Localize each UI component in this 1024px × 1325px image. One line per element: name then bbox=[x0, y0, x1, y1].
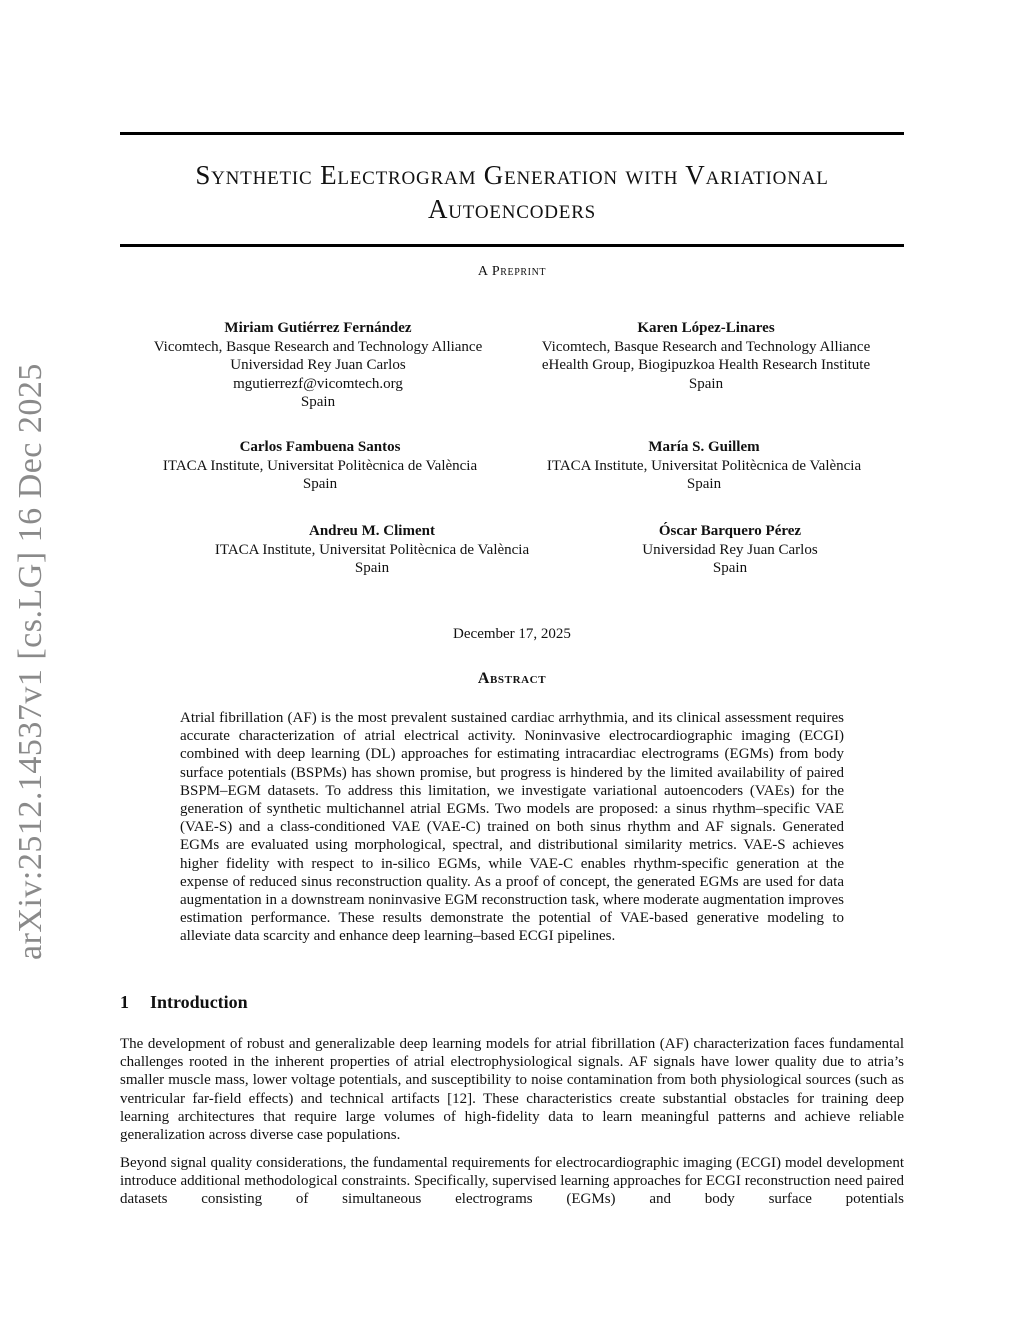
abstract-heading: Abstract bbox=[477, 670, 547, 687]
author-country: Spain bbox=[300, 394, 336, 410]
author-name: Carlos Fambuena Santos bbox=[239, 439, 401, 455]
section-heading bbox=[120, 992, 248, 1013]
author-block bbox=[508, 319, 904, 393]
author-name: Andreu M. Climent bbox=[309, 523, 435, 539]
author-block bbox=[600, 522, 860, 578]
author-affiliation: eHealth Group, Biogipuzkoa Health Research Institute bbox=[541, 357, 871, 373]
author-block bbox=[120, 438, 520, 494]
arxiv-side-stamp: arXiv:2512.14537v1 [cs.LG] 16 Dec 2025 bbox=[12, 363, 49, 960]
author-email: mgutierrezf@vicomtech.org bbox=[233, 375, 403, 392]
author-name: Óscar Barquero Pérez bbox=[658, 523, 802, 539]
author-affiliation: Vicomtech, Basque Research and Technology Alliance bbox=[541, 338, 871, 355]
title-line-1: Synthetic Electrogram Generation with Variational bbox=[195, 160, 829, 190]
author-country: Spain bbox=[712, 560, 748, 576]
author-country: Spain bbox=[686, 476, 722, 492]
author-name: María S. Guillem bbox=[648, 439, 760, 455]
author-affiliation: ITACA Institute, Universitat Politècnica de València bbox=[162, 457, 478, 474]
title-rule-top bbox=[120, 132, 904, 135]
author-country: Spain bbox=[688, 375, 724, 392]
author-affiliation: Universidad Rey Juan Carlos bbox=[642, 541, 818, 558]
section-number: 1 bbox=[120, 992, 129, 1012]
author-name: Miriam Gutiérrez Fernández bbox=[224, 320, 412, 336]
title-rule-bottom bbox=[120, 244, 904, 247]
author-affiliation: ITACA Institute, Universitat Politècnica de València bbox=[546, 457, 862, 474]
author-block bbox=[504, 438, 904, 494]
author-name: Karen López-Linares bbox=[637, 320, 775, 336]
author-block bbox=[120, 319, 516, 412]
abstract-text: Atrial fibrillation (AF) is the most prevalent sustained cardiac arrhythmia, and its clinical assessment requires accurate characterization of atrial electrical activity. Noninvasive electrocardiographic imaging (ECGI) combined with deep learning (DL) approaches for estimating intracardiac electrograms (EGMs) from body surface potentials (BSPMs) has shown promise, but progress is hindered by the limited availability of paired BSPM–EGM datasets. To address this limitation, we investigate variational autoencoders (VAEs) for the generation of synthetic multichannel atrial EGMs. Two models are proposed: a sinus rhythm–specific VAE (VAE-S) and a class-conditioned VAE (VAE-C) trained on both sinus rhythm and AF signals. Generated EGMs are evaluated using morphological, spectral, and distributional similarity metrics. VAE-S achieves higher fidelity with respect to in-silico EGMs, while VAE-C enables rhythm-specific generation at the expense of reduced sinus reconstruction quality. As a proof of concept, the generated EGMs are used for data augmentation in a downstream noninvasive EGM reconstruction task, where moderate augmentation improves estimation performance. These results demonstrate the potential of VAE-based generative modeling to alleviate data scarcity and enhance deep learning–based ECGI pipelines. bbox=[180, 710, 844, 945]
author-affiliation: Vicomtech, Basque Research and Technology Alliance bbox=[153, 338, 483, 355]
paper-title bbox=[120, 158, 904, 226]
author-country: Spain bbox=[354, 560, 390, 576]
author-country: Spain bbox=[302, 476, 338, 492]
author-affiliation: ITACA Institute, Universitat Politècnica de València bbox=[214, 541, 530, 558]
preprint-label: A Preprint bbox=[477, 264, 547, 279]
body-paragraph: Beyond signal quality considerations, the fundamental requirements for electrocardiographic imaging (ECGI) model development introduce additional methodological constraints. Specifically, supervised learning approaches for ECGI reconstruction need paired datasets consisting of simultaneous electrograms (EGMs) and body surface potentials bbox=[120, 1155, 904, 1208]
section-title: Introduction bbox=[150, 992, 248, 1012]
title-line-2: Autoencoders bbox=[427, 194, 597, 224]
body-paragraph: The development of robust and generalizable deep learning models for atrial fibrillation (AF) characterization faces fundamental challenges rooted in the inherent properties of atrial electrophysiological signals. AF signals have lower quality due to atria’s smaller muscle mass, lower voltage potentials, and susceptibility to noise contamination from both physiological sources (such as ventricular far-field effects) and technical artifacts [12]. These characteristics create substantial obstacles for training deep learning architectures that require large volumes of high-fidelity data to learn meaningful patterns and achieve reliable generalization across diverse case populations. bbox=[120, 1036, 904, 1144]
author-affiliation: Universidad Rey Juan Carlos bbox=[230, 357, 406, 373]
publication-date: December 17, 2025 bbox=[453, 626, 571, 642]
author-block bbox=[172, 522, 572, 578]
